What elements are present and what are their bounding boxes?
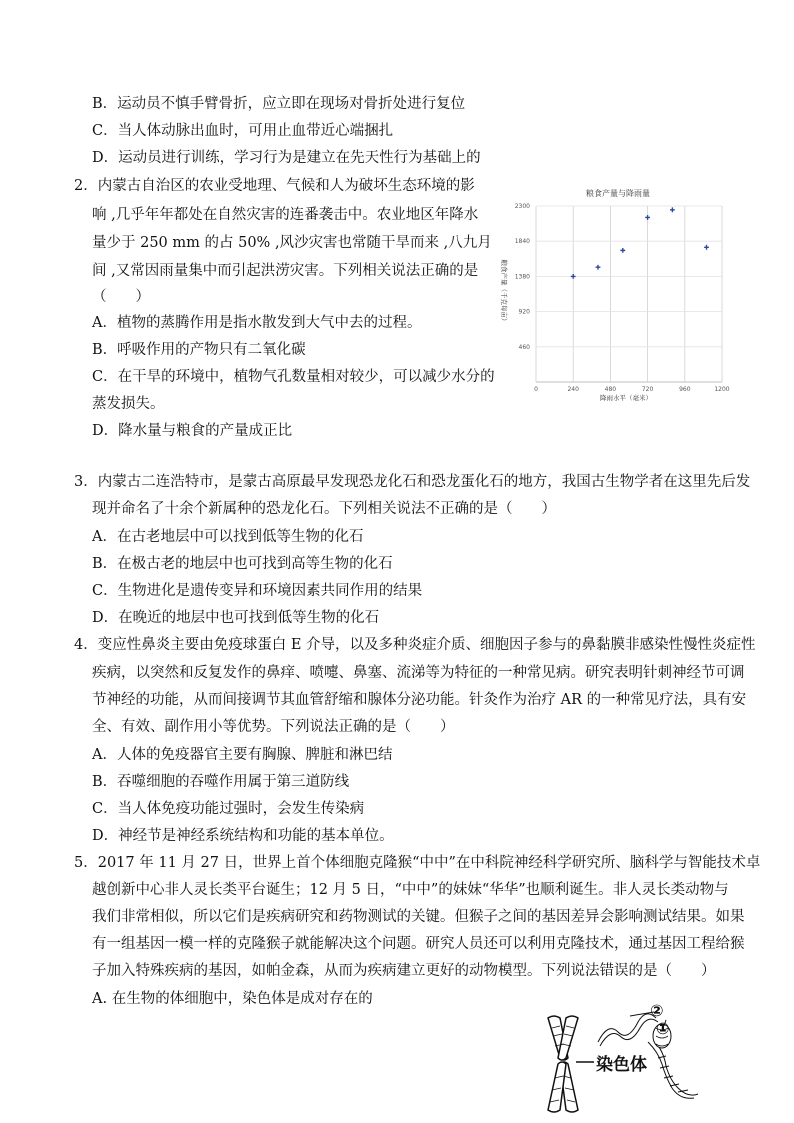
- rainfall-grain-chart: [496, 182, 742, 408]
- q5-stem-line-5: 子加入特殊疾病的基因，如帕金森，从而为疾病建立更好的动物模型。下列说法错误的是（ ）: [92, 963, 716, 979]
- q5-stem-line-1: 5．2017 年 11 月 27 日，世界上首个体细胞克隆猴“中中”在中科院神经科学研究所、脑科学与智能技术卓: [74, 855, 761, 871]
- q2-option-b: B．呼吸作用的产物只有二氧化碳: [92, 342, 306, 358]
- q3-stem-line-2: 现并命名了十余个新属种的恐龙化石。下列相关说法不正确的是（ ）: [92, 501, 556, 517]
- chart-x-tick-label: 0: [534, 386, 538, 393]
- chart-x-tick-label: 720: [641, 386, 654, 393]
- chart-points: [571, 207, 709, 278]
- chart-point: [645, 215, 650, 220]
- chart-title: 粮食产量与降雨量: [586, 189, 650, 198]
- q5-stem-line-2: 越创新中心非人灵长类平台诞生；12 月 5 日，“中中”的妹妹“华华”也顺利诞生。非人灵长类动物与: [92, 882, 729, 898]
- chart-y-label: 粮食产量（千克每亩）: [500, 259, 508, 325]
- chromosome-x-shape: [548, 1016, 578, 1112]
- q2-stem-line-5: （ ）: [92, 289, 150, 305]
- chart-x-ticks: [534, 386, 730, 393]
- q4-option-a: A．人体的免疫器官主要有胸腺、脾脏和淋巴结: [92, 747, 393, 763]
- q2-option-d: D．降水量与粮食的产量成正比: [92, 423, 293, 439]
- q4-stem-line-4: 全、有效、副作用小等优势。下列说法正确的是（ ）: [92, 719, 455, 735]
- label-2: ②: [650, 1002, 664, 1020]
- q3-option-a: A．在古老地层中可以找到低等生物的化石: [92, 529, 364, 545]
- q2-stem-line-4: 间 ,又常因雨量集中而引起洪涝灾害。下列相关说法正确的是: [92, 263, 479, 279]
- q3-option-b: B．在极古老的地层中也可找到高等生物的化石: [92, 556, 393, 572]
- chart-point: [704, 245, 709, 250]
- q4-stem-line-3: 节神经的功能，从而间接调节其血管舒缩和腺体分泌功能。针灸作为治疗 AR 的一种常见疗法，具有安: [92, 692, 747, 708]
- chart-y-tick-label: 1840: [514, 238, 530, 246]
- q1-option-c: C．当人体动脉出血时，可用止血带近心端捆扎: [92, 123, 394, 139]
- q3-option-c: C．生物进化是遗传变异和环境因素共同作用的结果: [92, 583, 423, 599]
- chart-x-tick-label: 480: [604, 386, 617, 393]
- q2-option-c-line-1: C．在干旱的环境中，植物气孔数量相对较少，可以减少水分的: [92, 369, 495, 385]
- q4-option-c: C．当人体免疫功能过强时，会发生传染病: [92, 801, 365, 817]
- q2-stem-line-2: 响 ,几乎年年都处在自然灾害的连番袭击中。农业地区年降水: [92, 207, 479, 223]
- q4-stem-line-2: 疾病，以突然和反复发作的鼻痒、喷嚏、鼻塞、流涕等为特征的一种常见病。研究表明针刺神经节可调: [92, 665, 745, 681]
- chart-point: [571, 274, 576, 279]
- q3-stem-line-1: 3．内蒙古二连浩特市，是蒙古高原最早发现恐龙化石和恐龙蛋化石的地方，我国古生物学者在这里先后发: [74, 474, 751, 490]
- q4-stem-line-1: 4．变应性鼻炎主要由免疫球蛋白 E 介导，以及多种炎症介质、细胞因子参与的鼻黏膜非感染性慢性炎症性: [74, 637, 756, 653]
- q3-option-d: D．在晚近的地层中也可找到低等生物的化石: [92, 610, 380, 626]
- q2-stem-line-3: 量少于 250 mm 的占 50% ,风沙灾害也常随干旱而来 ,八九月: [92, 235, 492, 251]
- chart-y-tick-label: 1380: [514, 273, 530, 281]
- q2-option-c-line-2: 蒸发损失。: [92, 396, 165, 412]
- chart-point: [620, 248, 625, 253]
- chromosome-diagram: [538, 1002, 728, 1120]
- chart-x-tick-label: 240: [567, 386, 579, 393]
- chart-y-tick-label: 2300: [514, 203, 530, 210]
- chart-grid: [536, 206, 722, 382]
- chart-x-label: 降雨水平（毫米）: [600, 394, 652, 402]
- chart-x-tick-label: 960: [679, 386, 691, 393]
- q5-option-a: A. 在生物的体细胞中，染色体是成对存在的: [92, 991, 373, 1007]
- chart-y-tick-label: 920: [518, 308, 530, 316]
- chromosome-label: 染色体: [596, 1055, 647, 1075]
- q4-option-d: D．神经节是神经系统结构和功能的基本单位。: [92, 828, 394, 844]
- q5-stem-line-3: 我们非常相似，所以它们是疾病研究和药物测试的关键。但猴子之间的基因差异会影响测试结果。如果: [92, 909, 745, 925]
- q2-option-a: A．植物的蒸腾作用是指水散发到大气中去的过程。: [92, 315, 422, 331]
- q4-option-b: B．吞噬细胞的吞噬作用属于第三道防线: [92, 774, 350, 790]
- chart-point: [596, 265, 601, 270]
- label-1: ①: [656, 1019, 670, 1038]
- chart-y-tick-label: 460: [518, 343, 530, 351]
- chart-point: [670, 207, 675, 212]
- q2-stem-line-1: 2．内蒙古自治区的农业受地理、气候和人为破坏生态环境的影: [74, 178, 475, 194]
- q1-option-b: B．运动员不慎手臂骨折，应立即在现场对骨折处进行复位: [92, 96, 466, 112]
- chart-x-tick-label: 1200: [714, 386, 730, 393]
- chart-y-ticks: [515, 203, 530, 351]
- q5-stem-line-4: 有一组基因一模一样的克隆猴子就能解决这个问题。研究人员还可以利用克隆技术，通过基因工程给猴: [92, 936, 745, 952]
- q1-option-d: D．运动员进行训练，学习行为是建立在先天性行为基础上的: [92, 150, 481, 166]
